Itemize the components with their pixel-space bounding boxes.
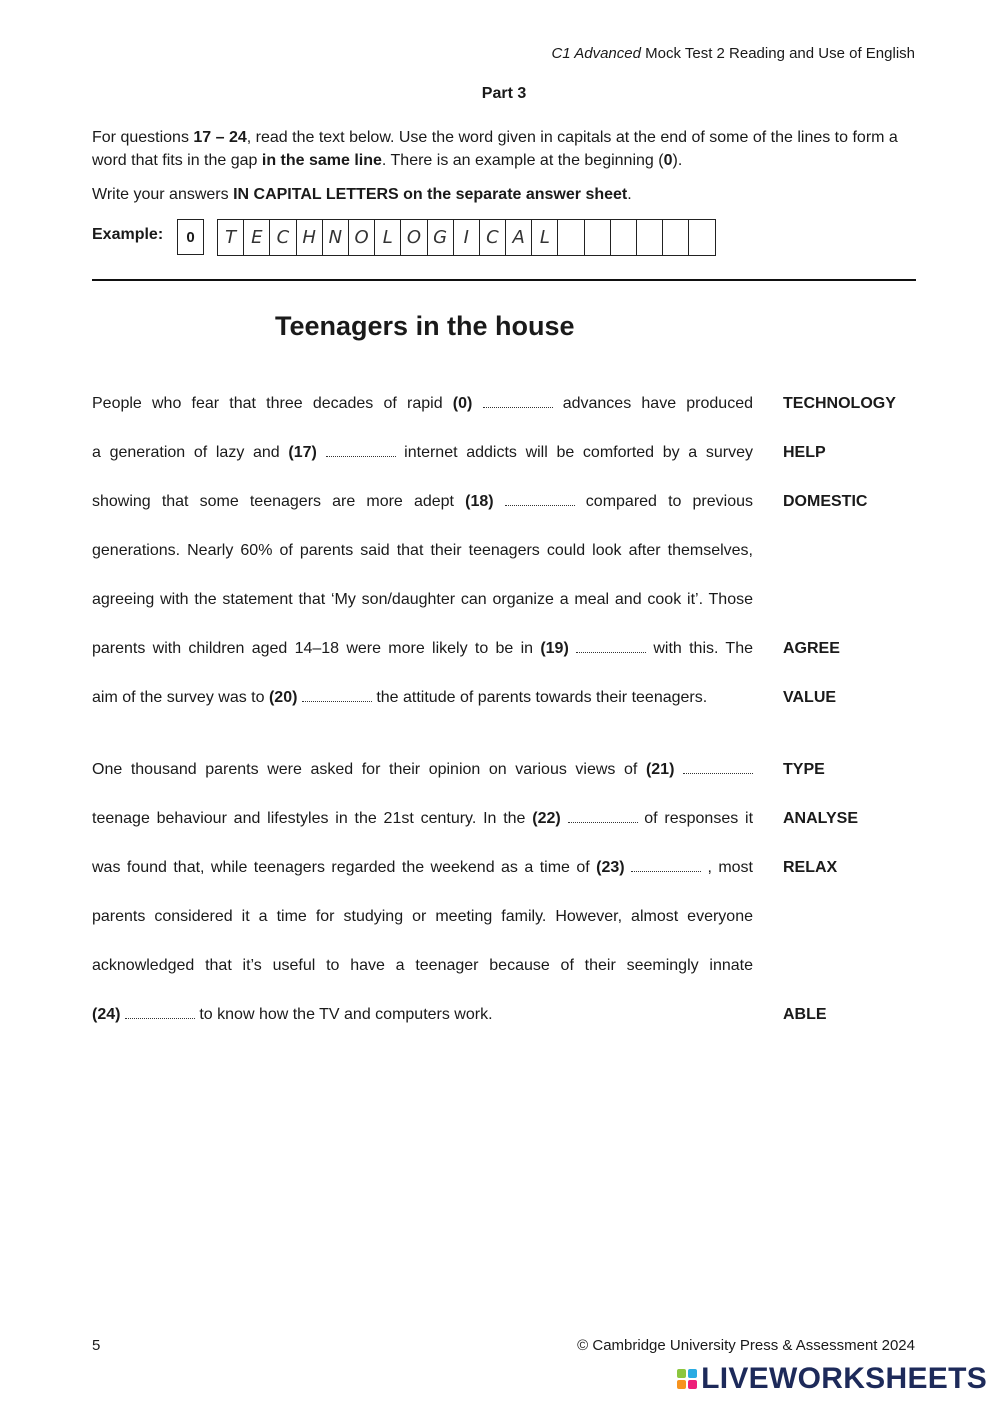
- part-title: Part 3: [481, 85, 527, 102]
- capital-word: HELP: [783, 444, 826, 461]
- liveworksheets-icon: [677, 1369, 697, 1389]
- example-letter-box: L: [374, 219, 401, 256]
- instructions-paragraph-2: Write your answers IN CAPITAL LETTERS on the separate answer sheet.: [92, 186, 632, 203]
- example-letter-box: C: [479, 219, 506, 256]
- question-number: (21): [645, 761, 675, 778]
- capital-word: TYPE: [783, 761, 825, 778]
- logo-square: [677, 1380, 686, 1389]
- example-answer-boxes: [218, 219, 716, 256]
- text-line: a generation of lazy and (17) internet addicts will be comforted by a survey: [92, 444, 754, 461]
- example-letter-box: I: [453, 219, 480, 256]
- text-line: (24) to know how the TV and computers work.: [92, 1006, 493, 1023]
- example-label: Example:: [92, 226, 164, 243]
- liveworksheets-wordmark: LIVEWORKSHEETS: [701, 1362, 987, 1395]
- answer-gap[interactable]: [576, 640, 646, 653]
- logo-square: [688, 1380, 697, 1389]
- example-letter-box: [584, 219, 611, 256]
- text-line: agreeing with the statement that ‘My son/daughter can organize a meal and cook it’. Those: [92, 591, 753, 608]
- capital-word: DOMESTIC: [783, 493, 868, 510]
- answer-gap[interactable]: [125, 1006, 195, 1019]
- text-line: acknowledged that it’s useful to have a teenager because of their seemingly innate: [92, 957, 753, 974]
- question-number: (19): [540, 640, 569, 657]
- example-letter-box: N: [322, 219, 349, 256]
- question-number: (0): [452, 395, 473, 412]
- answer-gap[interactable]: [326, 444, 396, 457]
- example-letter-box: G: [427, 219, 454, 256]
- instructions-paragraph-1: For questions 17 – 24, read the text below. Use the word given in capitals at the end of some of the lines to form a word that fits in the gap in the same line. There is an example at the beginning (0).: [92, 129, 898, 169]
- answer-gap[interactable]: [568, 810, 638, 823]
- text-line: One thousand parents were asked for their opinion on various views of (21): [92, 759, 753, 781]
- text-line: People who fear that three decades of rapid (0) advances have produced: [92, 395, 753, 412]
- question-number: (17): [288, 444, 317, 461]
- example-letter-box: [636, 219, 663, 256]
- example-number-box: 0: [177, 219, 204, 255]
- question-number: (22): [532, 810, 561, 827]
- example-letter-box: [557, 219, 584, 256]
- capital-word: ABLE: [783, 1006, 827, 1023]
- example-letter-box: E: [243, 219, 270, 256]
- capital-word: ANALYSE: [783, 810, 858, 827]
- text-line: parents considered it a time for studying or meeting family. However, almost everyone: [92, 908, 753, 925]
- text-line: aim of the survey was to (20) the attitude of parents towards their teenagers.: [92, 689, 708, 706]
- answer-gap[interactable]: [302, 689, 372, 702]
- text-line: teenage behaviour and lifestyles in the 21st century. In the (22) of responses it: [92, 810, 754, 827]
- text-title: Teenagers in the house: [275, 311, 575, 341]
- question-number: (23): [596, 859, 625, 876]
- answer-gap[interactable]: [683, 761, 753, 774]
- liveworksheets-logo: [677, 1362, 987, 1396]
- example-letter-box: H: [296, 219, 323, 256]
- logo-square: [677, 1369, 686, 1378]
- example-letter-box: L: [531, 219, 558, 256]
- capital-word: RELAX: [783, 859, 838, 876]
- example-letter-box: T: [217, 219, 244, 256]
- text-line: parents with children aged 14–18 were more likely to be in (19) with this. The: [92, 640, 754, 657]
- copyright: © Cambridge University Press & Assessment 2024: [577, 1337, 915, 1354]
- capital-word: VALUE: [783, 689, 837, 706]
- capital-word: TECHNOLOGY: [783, 395, 896, 412]
- logo-square: [688, 1369, 697, 1378]
- answer-gap[interactable]: [505, 493, 575, 506]
- answer-gap[interactable]: [483, 395, 553, 408]
- question-number: (20): [268, 689, 298, 706]
- question-number: (24): [92, 1006, 121, 1023]
- example-letter-box: C: [269, 219, 296, 256]
- example-letter-box: O: [400, 219, 427, 256]
- example-letter-box: A: [505, 219, 532, 256]
- text-line: was found that, while teenagers regarded the weekend as a time of (23) , most: [92, 859, 753, 876]
- example-letter-box: [688, 219, 715, 256]
- page-number: 5: [92, 1337, 101, 1354]
- example-letter-box: O: [348, 219, 375, 256]
- header-reference: C1 Advanced Mock Test 2 Reading and Use of English: [551, 45, 915, 62]
- example-letter-box: [662, 219, 689, 256]
- example-letter-box: [610, 219, 637, 256]
- question-number: (18): [465, 493, 494, 510]
- text-line: generations. Nearly 60% of parents said that their teenagers could look after themselves,: [92, 542, 753, 559]
- text-line: showing that some teenagers are more adept (18) compared to previous: [92, 493, 753, 510]
- answer-gap[interactable]: [631, 859, 701, 872]
- divider: [92, 279, 916, 281]
- capital-word: AGREE: [783, 640, 840, 657]
